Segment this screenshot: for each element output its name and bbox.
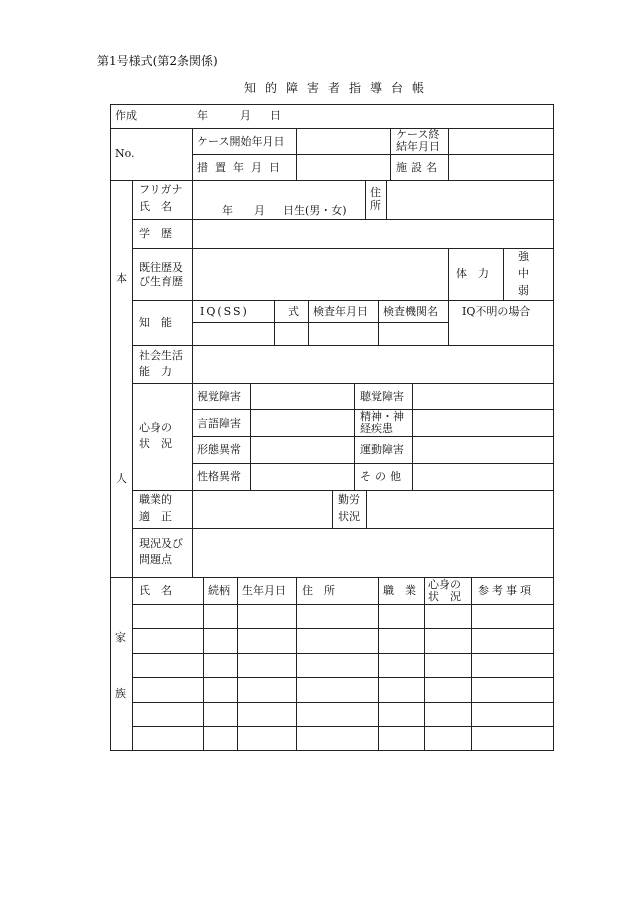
created-day: 日 — [270, 109, 281, 122]
history-label-2: び生育歴 — [139, 275, 183, 288]
family-col-notes: 参考事項 — [478, 584, 534, 597]
mind-body-label-2: 状 況 — [139, 437, 172, 450]
family-col-mindbody-1: 心身の — [428, 578, 461, 591]
work-label-1: 勤労 — [338, 493, 360, 506]
current-label-1: 現況及び — [139, 537, 183, 550]
stamina-medium: 中 — [518, 267, 529, 280]
family-col-relation: 続柄 — [208, 584, 230, 597]
address-label-2: 所 — [370, 199, 381, 212]
form-number: 第1号様式(第2条関係) — [97, 54, 218, 68]
intelligence-label: 知 能 — [139, 316, 172, 329]
history-label-1: 既往歴及 — [139, 261, 183, 274]
mental-label-1: 精神・神 — [360, 410, 404, 423]
name-label: 氏 名 — [139, 200, 172, 213]
visual-label: 視覚障害 — [197, 390, 241, 403]
case-end-label-1: ケース終 — [396, 128, 440, 141]
hearing-label: 聴覚障害 — [360, 390, 404, 403]
stamina-label: 体 力 — [456, 267, 489, 280]
mind-body-label-1: 心身の — [139, 421, 172, 434]
speech-label: 言語障害 — [197, 417, 241, 430]
family-col-mindbody-2: 状 況 — [428, 590, 461, 603]
person-section-1: 本 — [116, 272, 127, 285]
family-col-birthdate: 生年月日 — [242, 584, 286, 597]
stamina-strong: 強 — [518, 250, 529, 263]
work-label-2: 状況 — [338, 510, 360, 523]
form-label: 形態異常 — [197, 443, 241, 456]
mental-label-2: 経疾患 — [360, 422, 393, 435]
vocational-label-2: 適 正 — [139, 510, 172, 523]
stamina-weak: 弱 — [518, 284, 529, 297]
iq-label: IQ(SS) — [200, 305, 249, 318]
family-section-1: 家 — [115, 631, 126, 644]
education-label: 学 歴 — [139, 227, 172, 240]
measure-date-label: 措置年月日 — [197, 161, 287, 174]
birth-day-gender: 日生(男・女) — [283, 204, 347, 217]
family-section-2: 族 — [115, 687, 126, 700]
personality-label: 性格異常 — [197, 470, 241, 483]
family-col-address: 住 所 — [302, 584, 335, 597]
case-end-label-2: 結年月日 — [396, 140, 440, 153]
current-label-2: 問題点 — [139, 553, 172, 566]
test-date-label: 検査年月日 — [313, 305, 368, 318]
formula-label: 式 — [288, 305, 299, 318]
furigana-label: フリガナ — [139, 183, 183, 196]
social-label-1: 社会生活 — [139, 349, 183, 362]
birth-year: 年 — [222, 204, 233, 217]
family-col-name: 氏 名 — [139, 584, 172, 597]
address-label-1: 住 — [370, 186, 381, 199]
case-start-label: ケース開始年月日 — [197, 135, 285, 148]
page-title: 知的障害者指導台帳 — [244, 81, 434, 95]
iq-unknown-label: IQ不明の場合 — [462, 305, 531, 318]
created-month: 月 — [240, 109, 251, 122]
facility-label: 施設名 — [396, 161, 441, 174]
other-label: その他 — [360, 470, 405, 483]
birth-month: 月 — [254, 204, 265, 217]
motor-label: 運動障害 — [360, 443, 404, 456]
test-org-label: 検査機関名 — [383, 305, 438, 318]
created-year: 年 — [197, 109, 208, 122]
created-label: 作成 — [115, 109, 137, 122]
no-label: No. — [115, 147, 135, 160]
family-col-occupation: 職 業 — [383, 584, 416, 597]
vocational-label-1: 職業的 — [139, 493, 172, 506]
person-section-2: 人 — [116, 472, 127, 485]
social-label-2: 能 力 — [139, 365, 172, 378]
